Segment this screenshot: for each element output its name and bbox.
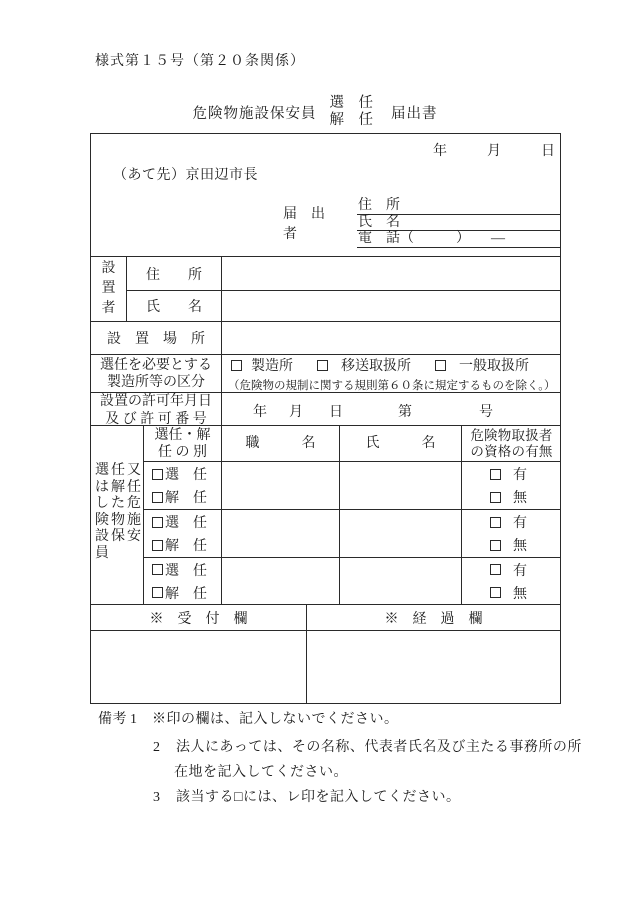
- submitter-phone-field[interactable]: 電 話（ ） ―: [357, 231, 560, 248]
- permit-number-suffix: 号: [479, 404, 493, 420]
- location-section: [91, 321, 560, 354]
- row2-checkbox-qual-no[interactable]: [490, 540, 501, 551]
- date-day-label: 日: [541, 144, 555, 159]
- permit-day-label: 日: [329, 404, 343, 420]
- permit-month-label: 月: [289, 404, 303, 420]
- form-outer-box: [90, 133, 561, 704]
- row2-checkbox-qual-yes[interactable]: [490, 517, 501, 528]
- row3-checkbox-qual-no[interactable]: [490, 587, 501, 598]
- submitter-block: [283, 198, 560, 248]
- row3-type-cell: 選 任 解 任: [143, 557, 221, 604]
- remark-3-number: 3: [153, 790, 161, 805]
- checkbox-manufacturing-plant[interactable]: [231, 360, 242, 371]
- row3-checkbox-appoint[interactable]: [152, 564, 163, 575]
- installer-address-label: 住 所: [126, 257, 221, 290]
- form-number: 様式第１５号（第２０条関係）: [95, 54, 305, 69]
- category-options: [221, 355, 560, 393]
- title-dismiss: 解 任: [329, 112, 373, 128]
- row1-name-cell[interactable]: [339, 461, 461, 509]
- remarks-label: 備考: [98, 712, 127, 727]
- option-label: 移送取扱所: [341, 359, 411, 374]
- row2-checkbox-dismiss[interactable]: [152, 540, 163, 551]
- permit-section: [91, 392, 560, 425]
- row1-qualification-cell: 有 無: [461, 461, 561, 509]
- column-header-job-title: 職 名: [221, 426, 339, 461]
- row1-checkbox-qual-no[interactable]: [490, 492, 501, 503]
- permit-year-label: 年: [253, 404, 267, 420]
- row2-checkbox-appoint[interactable]: [152, 517, 163, 528]
- addressee-line: （あて先）京田辺市長: [113, 168, 258, 183]
- checkbox-general-handling-facility[interactable]: [435, 360, 446, 371]
- title-prefix: 危険物施設保安員: [192, 105, 317, 122]
- page-title: [0, 92, 630, 132]
- option-general-handling-facility: [435, 355, 529, 375]
- title-appoint: 選 任: [329, 94, 373, 111]
- row3-job-cell[interactable]: [221, 557, 339, 604]
- submitter-fields: [357, 198, 560, 248]
- form-head-area: [91, 134, 560, 256]
- date-year-label: 年: [433, 144, 447, 159]
- column-header-name: 氏 名: [339, 426, 461, 461]
- permit-number-prefix: 第: [398, 404, 412, 420]
- checkbox-transfer-handling-facility[interactable]: [317, 360, 328, 371]
- row3-checkbox-dismiss[interactable]: [152, 587, 163, 598]
- column-header-qualification: 危険物取扱者 の資格の有無: [461, 426, 561, 461]
- row2-type-cell: 選 任 解 任: [143, 509, 221, 557]
- personnel-group-label: 選任又 は解任 した危 険物施 設保安 員: [95, 463, 143, 561]
- row3-qualification-cell: 有 無: [461, 557, 561, 604]
- receipt-column-body: [91, 630, 306, 703]
- column-header-type: 選任・解 任 の 別: [143, 426, 221, 461]
- category-label: 選任を必要とする 製造所等の区分: [100, 357, 212, 390]
- row3-name-cell[interactable]: [339, 557, 461, 604]
- row1-checkbox-dismiss[interactable]: [152, 492, 163, 503]
- category-exclusion-note: （危険物の規制に関する規則第６０条に規定するものを除く。）: [228, 380, 556, 392]
- remark-1-text: ※印の欄は、記入しないでください。: [152, 712, 399, 727]
- date-line: [433, 140, 555, 160]
- title-suffix: 届出書: [391, 105, 438, 122]
- row1-checkbox-appoint[interactable]: [152, 469, 163, 480]
- personnel-table: [91, 425, 560, 604]
- receipt-column-header: ※ 受 付 欄: [149, 611, 248, 627]
- installer-name-value[interactable]: [221, 290, 560, 321]
- option-transfer-handling-facility: [317, 355, 411, 375]
- location-value[interactable]: [221, 322, 560, 354]
- row1-checkbox-qual-yes[interactable]: [490, 469, 501, 480]
- progress-column-header: ※ 経 過 欄: [306, 605, 560, 630]
- title-appoint-dismiss-stack: [330, 95, 374, 130]
- row1-type-cell: 選 任 解 任: [143, 461, 221, 509]
- installer-name-label: 氏 名: [126, 290, 221, 321]
- remark-2-text-line2: 在地を記入してください。: [174, 765, 348, 780]
- office-use-section: [91, 604, 560, 703]
- date-month-label: 月: [487, 144, 501, 159]
- row2-job-cell[interactable]: [221, 509, 339, 557]
- option-manufacturing-plant: [231, 355, 293, 375]
- category-section: [91, 354, 560, 392]
- remark-2-text-line1: 法人にあっては、その名称、代表者氏名及び主たる事務所の所: [176, 740, 582, 755]
- row2-name-cell[interactable]: [339, 509, 461, 557]
- option-label: 製造所: [251, 359, 293, 374]
- submitter-address-field[interactable]: 住 所: [357, 198, 560, 215]
- installer-section: [91, 256, 560, 321]
- permit-value-area[interactable]: [221, 393, 560, 428]
- option-label: 一般取扱所: [459, 359, 529, 374]
- row3-checkbox-qual-yes[interactable]: [490, 564, 501, 575]
- row1-job-cell[interactable]: [221, 461, 339, 509]
- progress-column-body: [306, 630, 560, 703]
- remark-2-number: 2: [153, 740, 161, 755]
- permit-label: 設置の許可年月日 及 び 許 可 番 号: [100, 394, 212, 427]
- submitter-label: 届 出 者: [283, 206, 339, 242]
- row2-qualification-cell: 有 無: [461, 509, 561, 557]
- installer-address-value[interactable]: [221, 257, 560, 290]
- remark-3-text: 該当する□には、レ印を記入してください。: [176, 790, 461, 805]
- submitter-name-field[interactable]: 氏 名: [357, 215, 560, 232]
- remark-1-number: 1: [130, 712, 138, 727]
- location-label: 設 置 場 所: [107, 332, 205, 347]
- installer-group-label: 設 置 者: [101, 261, 116, 316]
